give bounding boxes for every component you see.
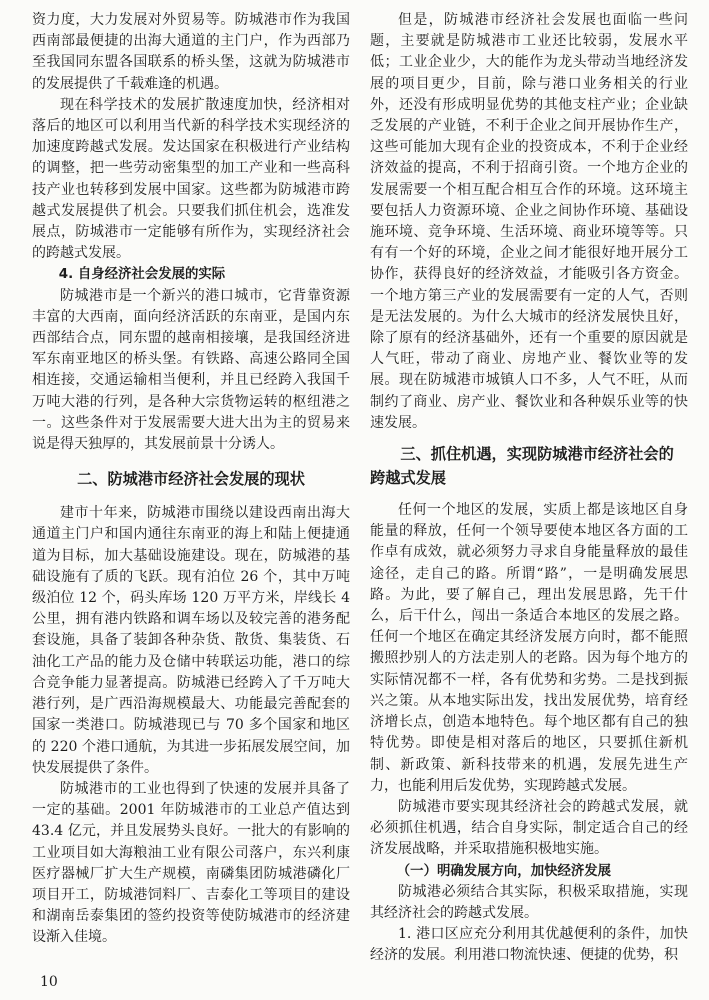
paragraph-port-city-advantages: 防城港市是一个新兴的港口城市，它背靠资源丰富的大西南，面向经济活跃的东南亚，是国内东西部结合点，同东盟的越南相接壤，是我国经济进军东南亚地区的桥头堡。有铁路、高速公路同全国相连接，交通运输相当便利，并且已经跨入我国千万吨大港的行列，是各种大宗货物运转的枢纽港之一。这些条件对于发展需要大进大出为主的贸易来说是得天独厚的，其发展前景十分诱人。 (32, 287, 350, 453)
paragraph-strategy: 防城港市要实现其经济社会的跨越式发展，就必须抓住机遇，结合自身实际，制定适合自己的经济发展战略，并采取措施积极地实施。 (370, 798, 688, 858)
paragraph-port-district: 1. 港口区应充分利用其优越便利的条件，加快经济的发展。利用港口物流快速、便捷的优势，积 (370, 926, 688, 964)
page-number: 10 (40, 974, 58, 990)
paragraph-regional-development-path: 任何一个地区的发展，实质上都是该地区自身能量的释放，任何一个领导要使本地区各方面的工作卓有成效，就必须努力寻求自身能量释放的最佳途径，走自己的路。所谓“路”，一是明确发展思路。为此，要了解自己，理出发展思路，先干什么，后干什么，闯出一条适合本地区的发展之路。任何一个地区在确定其经济发展方向时，都不能照搬照抄别人的方法走别人的老路。因为每个地方的实际情况都不一样，各有优势和劣势。二是找到振兴之策。从本地实际出发，找出发展优势，培育经济增长点，创造本地特色。每个地区都有自己的独特优势。即使是相对落后的地区，只要抓住新机制、新政策、新科技带来的机遇，发展先进生产力，也能利用后发优势，实现跨越式发展。 (370, 502, 688, 794)
section-heading-current-status: 二、防城港市经济社会发展的现状 (77, 470, 305, 489)
paragraph-industry: 防城港市的工业也得到了快速的发展并具备了一定的基础。2001 年防城港市的工业总产值达到 43.4 亿元，并且发展势头良好。一批大的有影响的工业项目如大海粮油工业有限公司落户，东兴利康医疗器械厂扩大生产规模，南磷集团防城港磷化厂项目开工，防城港饲料厂、吉泰化工等项目的建设和湖南岳泰集团的签约投资等使防城港市的经济建设渐入佳境。 (32, 780, 350, 946)
paragraph-infrastructure: 建市十年来，防城港市围绕以建设西南出海大通道主门户和国内通往东南亚的海上和陆上便捷通道为目标，加大基础设施建设。现在，防城港的基础设施有了质的飞跃。现有泊位 26 个，其中万吨级泊位 12 个，码头库场 120 万平方米，岸线长 4 公里，拥有港内铁路和调车场以及较完善的港务配套设施，具备了装卸各种杂货、散货、集装货、石油化工产品的能力及仓储中转联运功能，港口的综合竞争能力显著提高。防城港已经跨入了千万吨大港行列，是广西沿海规模最大、功能最完善配套的国家一类港口。防城港现已与 70 多个国家和地区的 220 个港口通航，为其进一步拓展发展空间，加快发展提供了条件。 (32, 505, 350, 776)
subheading-development-direction: （一）明确发展方向，加快经济发展 (396, 863, 612, 879)
paragraph-opportunity-continued: 资力度，大力发展对外贸易等。防城港市作为我国西南部最便捷的出海大通道的主门户，作为西部乃至我国同东盟各国联系的桥头堡，这就为防城港市的发展提供了千载难逢的机遇。 (32, 12, 350, 92)
paragraph-measures: 防城港必须结合其实际，积极采取措施，实现其经济社会的跨越式发展。 (370, 883, 688, 921)
section-heading-seize-opportunity: 三、抓住机遇，实现防城港市经济社会的跨越式发展 (370, 445, 674, 488)
left-column (32, 10, 350, 949)
paragraph-technology-diffusion: 现在科学技术的发展扩散速度加快，经济相对落后的地区可以利用当代新的科学技术实现经济的加速度跨越式发展。发达国家在积极进行产业结构的调整，把一些劳动密集型的加工产业和一些高科技产业也转移到发展中国家。这些都为防城港市跨越式发展提供了机会。只要我们抓住机会，选准发展点，防城港市一定能够有所作为，实现经济社会的跨越式发展。 (32, 96, 350, 262)
right-column (370, 10, 688, 967)
subheading-own-development: 4. 自身经济社会发展的实际 (58, 267, 226, 283)
paragraph-problems: 但是，防城港市经济社会发展也面临一些问题，主要就是防城港市工业还比较弱，发展水平低；工业企业少，大的能作为龙头带动当地经济发展的项目更少，目前，除与港口业务相关的行业外，还没有形成明显优势的其他支柱产业；企业缺乏发展的产业链，不利于企业之间开展协作生产，这些可能加大现有企业的投资成本，不利于企业经济效益的提高，不利于招商引资。一个地方企业的发展需要一个相互配合相互合作的环境。这环境主要包括人力资源环境、企业之间协作环境、基础设施环境、竞争环境、生活环境、商业环境等等。只有有一个好的环境，企业之间才能很好地开展分工协作，获得良好的经济效益，才能吸引各方资金。一个地方第三产业的发展需要有一定的人气，否则是无法发展的。为什么大城市的经济发展快且好，除了原有的经济基础外，还有一个重要的原因就是人气旺，带动了商业、房地产业、餐饮业等的发展。现在防城港市城镇人口不多，人气不旺，从而制约了商业、房产业、餐饮业和各种娱乐业等的快速发展。 (370, 12, 688, 431)
